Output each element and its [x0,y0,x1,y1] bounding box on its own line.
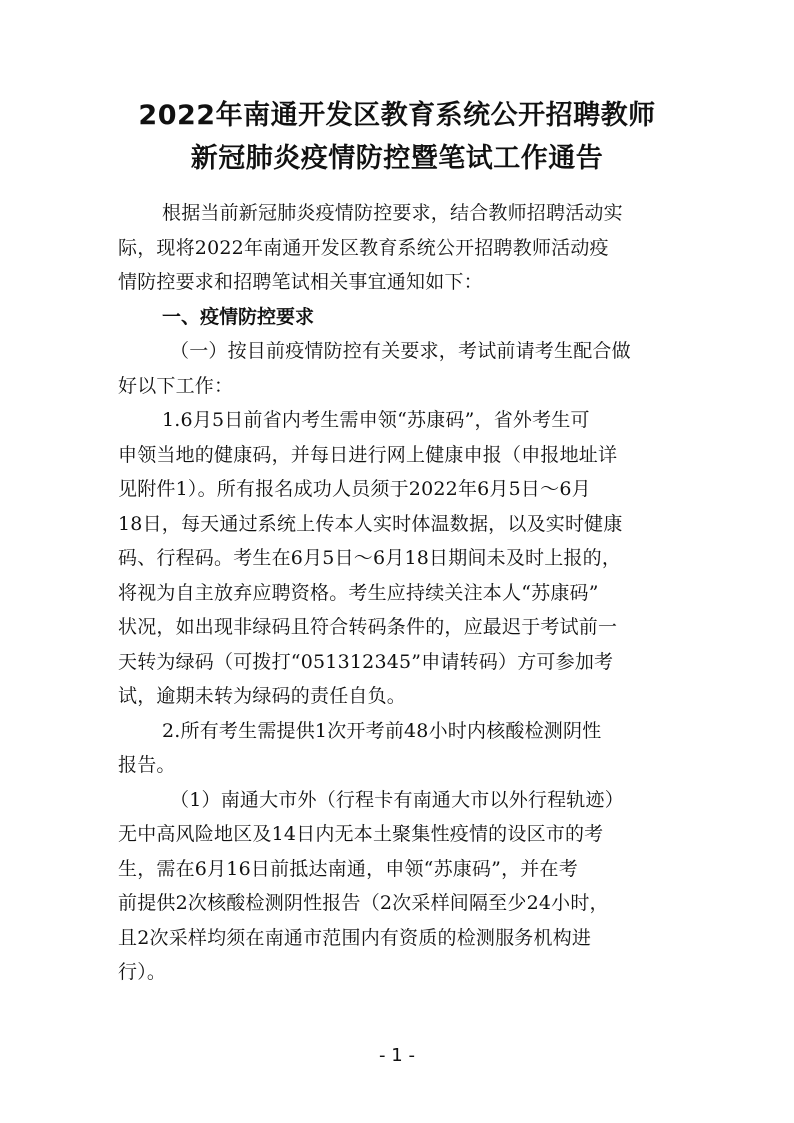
text-line: （一）按目前疫情防控有关要求，考试前请考生配合做 [170,340,631,362]
text-line: 2.所有考生需提供1次开考前48小时内核酸检测阴性 [162,719,602,742]
text-line: 申领当地的健康码，并每日进行网上健康申报（申报地址详 [118,443,618,466]
text-line: 且2次采样均须在南通市范围内有资质的检测服务机构进 [118,926,592,949]
text-line: 情防控要求和招聘笔试相关事宜通知如下： [118,271,483,293]
document-body [118,196,684,990]
text-line: 根据当前新冠肺炎疫情防控要求，结合教师招聘活动实 [162,202,623,224]
item-2-sub-1-paragraph [118,783,684,990]
text-line: （1）南通大市外（行程卡有南通大市以外行程轨迹） [170,788,624,811]
intro-paragraph [118,196,684,300]
text-line: 行）。 [118,961,167,983]
section-heading: 一、疫情防控要求 [162,305,315,328]
text-line: 无中高风险地区及14日内无本土聚集性疫情的设区市的考 [118,823,604,845]
text-line: 状况，如出现非绿码且符合转码条件的，应最迟于考试前一 [118,616,618,638]
text-line: 1.6月5日前省内考生需申领“苏康码”，省外考生可 [162,409,590,431]
text-line: 18日，每天通过系统上传本人实时体温数据，以及实时健康 [118,512,623,535]
text-line: 生，需在6月16日前抵达南通，申领“苏康码”，并在考 [118,857,578,880]
item-2-paragraph [118,714,684,783]
text-line: 前提供2次核酸检测阴性报告（2次采样间隔至少24小时， [118,892,609,914]
subsection-paragraph [118,334,684,403]
document-title-line-2: 新冠肺炎疫情防控暨笔试工作通告 [190,143,604,174]
text-line: 天转为绿码（可拨打“051312345”申请转码）方可参加考 [118,650,614,673]
text-line: 见附件1）。所有报名成功人员须于2022年6月5日～6月 [118,478,591,500]
page-number: - 1 - [379,1045,415,1066]
text-line: 码、行程码。考生在6月5日～6月18日期间未及时上报的， [118,547,622,569]
text-line: 好以下工作： [118,374,234,397]
text-line: 试，逾期未转为绿码的责任自负。 [118,685,407,707]
item-1-paragraph [118,403,684,714]
text-line: 将视为自主放弃应聘资格。考生应持续关注本人“苏康码” [118,581,599,604]
text-line: 报告。 [118,754,176,776]
document-title-line-1: 2022年南通开发区教育系统公开招聘教师 [138,100,656,131]
text-line: 际，现将2022年南通开发区教育系统公开招聘教师活动疫 [118,236,609,259]
